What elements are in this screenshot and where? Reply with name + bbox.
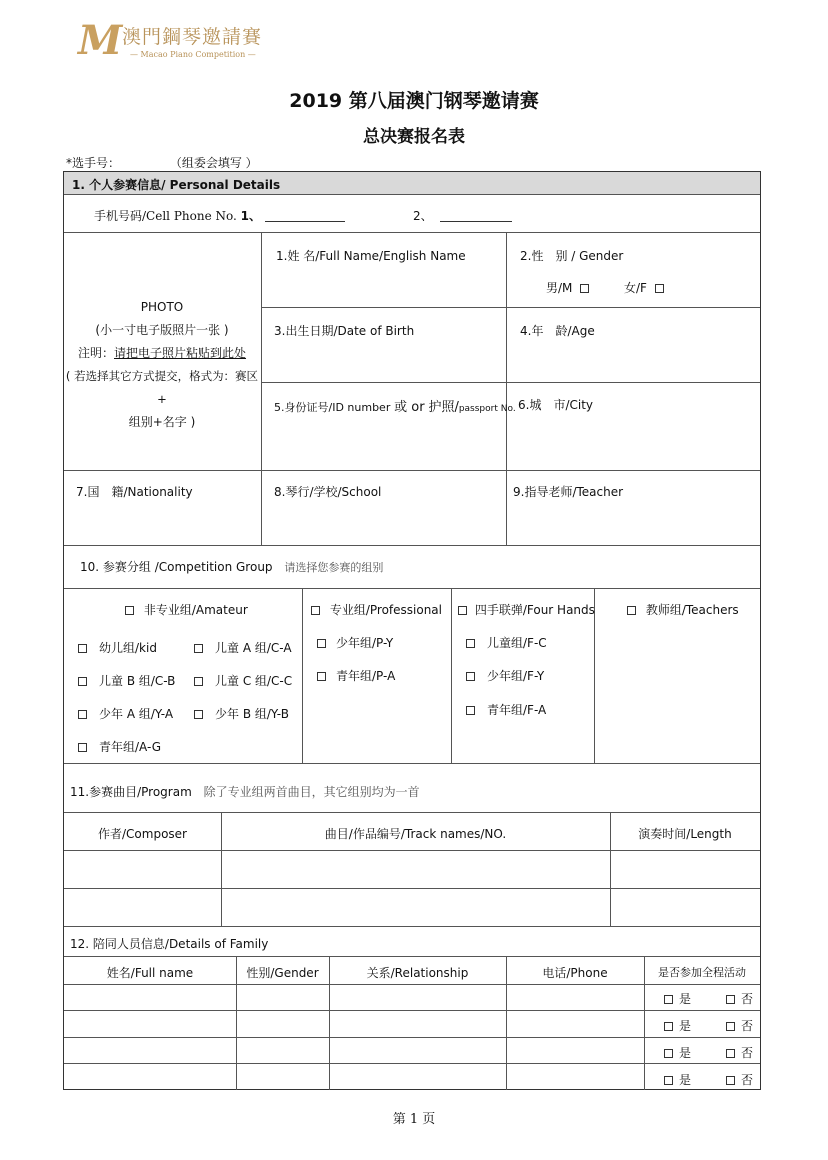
fourhands-item-label: 青年组/F-A: [487, 703, 547, 717]
form-subtitle: 总决赛报名表: [363, 127, 465, 147]
divider: [261, 307, 760, 308]
photo-format-note-2: 组别+名字 ): [128, 415, 196, 429]
family-header-name: 姓名/Full name: [106, 966, 194, 980]
section10-hint: 请选择您参赛的组别: [284, 561, 384, 574]
photo-instruction-prefix: 注明：: [77, 346, 114, 360]
phone-row: [94, 207, 345, 224]
field-teacher[interactable]: 9.指导老师/Teacher: [513, 485, 624, 499]
amateur-title: 非专业组/Amateur: [143, 603, 248, 617]
phone2-field[interactable]: [440, 221, 512, 222]
fourhands-item[interactable]: [466, 667, 544, 684]
divider: [506, 232, 507, 545]
divider: [451, 588, 452, 763]
field-school[interactable]: 8.琴行/学校/School: [274, 485, 382, 499]
fourhands-item[interactable]: [466, 634, 547, 651]
amateur-item-label: 少年 A 组/Y-A: [99, 707, 174, 721]
page-prefix: 第: [392, 1112, 406, 1127]
phone2-row: [413, 207, 512, 224]
section11-hint: 除了专业组两首曲目，其它组别均为一首: [203, 785, 420, 799]
logo-chinese-name: 澳門鋼琴邀請賽: [122, 26, 263, 48]
divider: [64, 956, 760, 957]
male-label: 男/M: [546, 281, 573, 295]
yes-label: 是: [679, 1019, 692, 1033]
field-id-number[interactable]: [274, 396, 516, 415]
divider: [64, 545, 760, 546]
amateur-checkbox[interactable]: [125, 606, 134, 615]
divider: [64, 1063, 760, 1064]
phone2-number: 2、: [413, 209, 433, 223]
checkbox[interactable]: [317, 672, 326, 681]
fourhands-group-option[interactable]: [458, 601, 595, 618]
divider: [64, 812, 760, 813]
no-label: 否: [741, 992, 754, 1006]
photo-instruction: [64, 342, 260, 365]
section11-header: [70, 783, 420, 800]
professional-group-option[interactable]: [311, 601, 442, 618]
photo-instruction-text: 请把电子照片粘贴到此处: [114, 346, 247, 360]
attendance-no-option[interactable]: [726, 1017, 753, 1034]
checkbox[interactable]: [317, 639, 326, 648]
checkbox[interactable]: [466, 639, 475, 648]
teachers-checkbox[interactable]: [627, 606, 636, 615]
phone1-field[interactable]: [265, 221, 345, 222]
amateur-item[interactable]: [78, 738, 161, 755]
divider: [64, 984, 760, 985]
no-label: 否: [741, 1046, 754, 1060]
family-header-attendance: 是否参加全程活动: [658, 966, 746, 979]
divider: [64, 1010, 760, 1011]
divider: [64, 926, 760, 927]
professional-item[interactable]: [317, 634, 393, 651]
phone-label: 手机号码/Cell Phone No.: [94, 209, 237, 223]
yes-label: 是: [679, 1046, 692, 1060]
amateur-item-label: 儿童 B 组/C-B: [99, 674, 176, 688]
professional-item[interactable]: [317, 667, 395, 684]
gender-female-option[interactable]: [624, 279, 664, 296]
attendance-yes-option[interactable]: [664, 1044, 691, 1061]
logo-mark: M: [78, 17, 123, 64]
field-gender: 2.性 别 / Gender: [520, 249, 624, 263]
photo-area[interactable]: [64, 296, 260, 434]
phone1-number: 1、: [240, 209, 262, 223]
id-or: 或 or: [394, 400, 425, 415]
id-passport-en: passport No.: [458, 404, 516, 414]
contestant-number-note: （组委会填写 ）: [169, 156, 258, 170]
checkbox[interactable]: [78, 743, 87, 752]
amateur-item-label: 幼儿组/kid: [99, 641, 157, 655]
form-title: 2019 第八届澳门钢琴邀请赛: [289, 90, 539, 112]
teachers-group-option[interactable]: [627, 601, 739, 618]
attendance-yes-option[interactable]: [664, 1017, 691, 1034]
checkbox[interactable]: [466, 672, 475, 681]
logo-english-name: — Macao Piano Competition —: [130, 50, 256, 59]
amateur-item[interactable]: [78, 639, 157, 656]
divider: [64, 888, 760, 889]
fourhands-item[interactable]: [466, 701, 546, 718]
section10-header: [80, 558, 383, 575]
fourhands-title: 四手联弹/Four Hands: [474, 603, 595, 617]
family-header-gender: 性别/Gender: [246, 966, 319, 980]
divider: [64, 194, 760, 195]
no-label: 否: [741, 1073, 754, 1087]
checkbox[interactable]: [78, 644, 87, 653]
divider: [302, 588, 303, 763]
amateur-item[interactable]: [78, 672, 175, 689]
fourhands-item-label: 儿童组/F-C: [487, 636, 547, 650]
checkbox[interactable]: [664, 1076, 673, 1085]
competition-logo: [78, 18, 268, 64]
attendance-yes-option[interactable]: [664, 1071, 691, 1088]
checkbox[interactable]: [194, 677, 203, 686]
section1-header: 1. 个人参赛信息/ Personal Details: [72, 178, 281, 192]
contestant-number-row: [66, 154, 258, 171]
section11-label: 11.参赛曲目/Program: [70, 785, 192, 799]
divider: [261, 232, 262, 545]
amateur-item[interactable]: [194, 705, 289, 722]
amateur-item[interactable]: [194, 639, 292, 656]
checkbox[interactable]: [726, 1076, 735, 1085]
family-header-relationship: 关系/Relationship: [366, 966, 469, 980]
amateur-item[interactable]: [194, 672, 292, 689]
no-label: 否: [741, 1019, 754, 1033]
field-city[interactable]: 6.城 市/City: [518, 398, 594, 412]
program-header-composer: 作者/Composer: [98, 827, 187, 841]
female-label: 女/F: [624, 281, 647, 295]
id-passport: 护照/: [428, 400, 459, 415]
page-suffix: 页: [422, 1112, 436, 1127]
teachers-title: 教师组/Teachers: [645, 603, 739, 617]
amateur-item-label: 儿童 C 组/C-C: [215, 674, 293, 688]
checkbox[interactable]: [194, 710, 203, 719]
attendance-no-option[interactable]: [726, 1071, 753, 1088]
section10-label: 10. 参赛分组 /Competition Group: [80, 560, 273, 574]
checkbox[interactable]: [194, 644, 203, 653]
program-header-length: 演奏时间/Length: [638, 827, 732, 841]
checkbox[interactable]: [726, 1022, 735, 1031]
amateur-item-label: 儿童 A 组/C-A: [215, 641, 292, 655]
program-header-track: 曲目/作品编号/Track names/NO.: [324, 827, 507, 841]
checkbox[interactable]: [78, 677, 87, 686]
divider: [261, 382, 760, 383]
checkbox[interactable]: [664, 995, 673, 1004]
professional-title: 专业组/Professional: [329, 603, 442, 617]
divider: [64, 1037, 760, 1038]
divider: [64, 588, 760, 589]
professional-item-label: 少年组/P-Y: [336, 636, 394, 650]
amateur-item-label: 少年 B 组/Y-B: [215, 707, 289, 721]
amateur-group-option[interactable]: [125, 601, 248, 618]
professional-checkbox[interactable]: [311, 606, 320, 615]
fourhands-checkbox[interactable]: [458, 606, 467, 615]
divider: [64, 232, 760, 233]
yes-label: 是: [679, 992, 692, 1006]
page-num: 1: [409, 1112, 419, 1127]
amateur-item[interactable]: [78, 705, 173, 722]
fourhands-item-label: 少年组/F-Y: [487, 669, 545, 683]
divider: [64, 763, 760, 764]
professional-item-label: 青年组/P-A: [336, 669, 396, 683]
field-nationality[interactable]: 7.国 籍/Nationality: [76, 485, 193, 499]
attendance-no-option[interactable]: [726, 990, 753, 1007]
photo-size-note: (小一寸电子版照片一张 ): [95, 323, 229, 337]
amateur-item-label: 青年组/A-G: [99, 740, 162, 754]
checkbox[interactable]: [726, 995, 735, 1004]
attendance-yes-option[interactable]: [664, 990, 691, 1007]
yes-label: 是: [679, 1073, 692, 1087]
field-full-name[interactable]: 1.姓 名/Full Name/English Name: [276, 249, 466, 263]
female-checkbox[interactable]: [655, 284, 664, 293]
field-age[interactable]: 4.年 龄/Age: [520, 324, 595, 338]
id-label: 5.身份证号/ID number: [274, 401, 391, 414]
photo-label: PHOTO: [140, 300, 184, 314]
gender-male-option[interactable]: [546, 279, 589, 296]
section12-header: 12. 陪同人员信息/Details of Family: [70, 937, 269, 951]
checkbox[interactable]: [726, 1049, 735, 1058]
male-checkbox[interactable]: [580, 284, 589, 293]
contestant-number-label: *选手号：: [66, 156, 121, 170]
family-header-phone: 电话/Phone: [542, 966, 608, 980]
attendance-no-option[interactable]: [726, 1044, 753, 1061]
checkbox[interactable]: [664, 1049, 673, 1058]
divider: [64, 850, 760, 851]
checkbox[interactable]: [664, 1022, 673, 1031]
divider: [64, 470, 760, 471]
checkbox[interactable]: [78, 710, 87, 719]
field-date-of-birth[interactable]: 3.出生日期/Date of Birth: [274, 324, 415, 338]
photo-format-note: ( 若选择其它方式提交，格式为：赛区+: [65, 369, 259, 406]
checkbox[interactable]: [466, 706, 475, 715]
page-number: [0, 1108, 828, 1127]
